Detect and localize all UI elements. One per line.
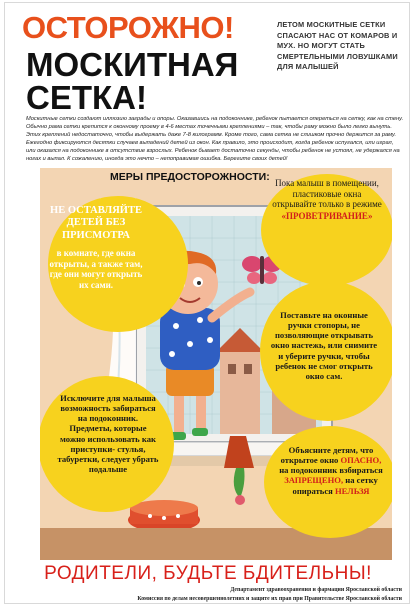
footer-department: Департамент здравоохранения и фармации Ярославской области <box>230 587 402 593</box>
note-supervision-body: в комнате, где окна открыты, а также там, где они могут открыть их сами. <box>49 248 143 290</box>
note-remove-steps: Исключите для малыша возможность забираться на подоконник. Предметы, которые можно использовать как приступки- стулья, табуретки, следует убрать подальше <box>57 393 159 474</box>
note-explain-part-c: на подоконник взбираться <box>279 465 383 476</box>
note-supervision-heading: НЕ ОСТАВЛЯЙТЕ ДЕТЕЙ БЕЗ ПРИСМОТРА <box>50 205 142 241</box>
note-explain-danger-word: ОПАСНО, <box>340 455 382 466</box>
footer-commission: Комиссия по делам несовершеннолетних и защите их прав при Правительстве Ярославской области <box>137 596 402 602</box>
note-ventilation-mode: «ПРОВЕТРИВАНИЕ» <box>281 210 373 221</box>
note-ventilation-text: Пока малыш в помещении, пластиковые окна открывайте только в режиме <box>272 178 382 210</box>
title-warning: ОСТОРОЖНО! <box>22 10 234 45</box>
note-handle-stoppers: Поставьте на оконные ручки стопоры, не позволяющие открывать окно настежь, или снимите и уберите ручки, чтобы ребенок не смог открыть окно сам. <box>270 310 378 381</box>
note-ventilation <box>272 178 382 221</box>
title-net: СЕТКА! <box>26 79 147 116</box>
slogan: РОДИТЕЛИ, БУДЬТЕ БДИТЕЛЬНЫ! <box>44 563 372 584</box>
stool <box>128 500 200 532</box>
intro-paragraph: Москитные сетки создают иллюзию заграды и опоры. Оказавшись на подоконнике, ребенок пытается опереться на сетку, как на стену. Обычно рама сетки крепится к оконному проему в 4-6 местах точечными креплениями – так, чтобы раму можно было легко вынуть. Этих креплений недостаточно, чтобы выдержать даже 7-8 килограмм. Кроме того, сама сетка не слишком прочно держится за раму. Ежегодно фиксируются десятки случаев выпадений детей из окон. Как правило, это происходит, когда ребенок испугался, или играл, или оказался на подоконнике в отсутствие взрослых. Ребенок бывает достаточно секунды, чтобы ребенок не устоял, не удержался на ногах и выпал. К сожалению, иногда это нечто – непоправимая ошибка. Берегите своих детей! <box>26 116 404 162</box>
note-explain-danger <box>276 445 386 496</box>
note-explain-cannot-word: НЕЛЬЗЯ <box>334 485 370 496</box>
note-supervision <box>48 205 144 291</box>
header-side-text: ЛЕТОМ МОСКИТНЫЕ СЕТКИ СПАСАЮТ НАС ОТ КОМАРОВ И МУХ. НО МОГУТ СТАТЬ СМЕРТЕЛЬНЫМИ ЛОВУШКАМИ ДЛЯ МАЛЫШЕЙ <box>277 20 398 71</box>
measures-title: МЕРЫ ПРЕДОСТОРОЖНОСТИ: <box>110 171 270 183</box>
title-mosquito: МОСКИТНАЯ <box>26 46 239 83</box>
note-explain-part-e: на сетку опираться <box>292 475 378 496</box>
note-explain-forbidden-word: ЗАПРЕЩЕНО, <box>284 475 344 486</box>
note-explain-part-a: Объясните детям, что открытое окно <box>280 445 374 466</box>
